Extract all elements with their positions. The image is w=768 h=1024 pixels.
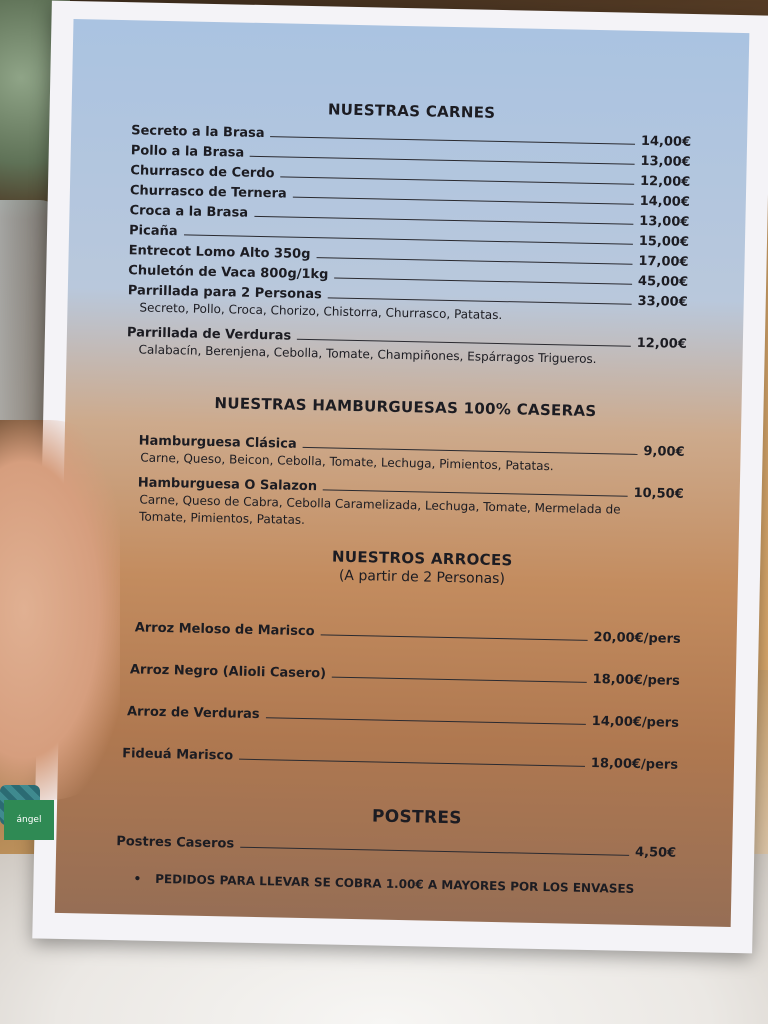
takeaway-note [115,871,675,897]
bullet-icon: • [133,871,142,886]
menu-item: Churrasco de Ternera 14,00€ [129,183,690,210]
section-title-carnes: NUESTRAS CARNES [327,100,496,122]
menu-item: Pollo a la Brasa 13,00€ [130,143,691,170]
menu-item: Arroz Meloso de Marisco 20,00€/pers [134,620,681,647]
section-title-arroces: NUESTROS ARROCES [331,547,513,570]
menu-item: Arroz Negro (Alioli Casero) 18,00€/pers [129,662,680,689]
section-subtitle-arroces: (A partir de 2 Personas) [338,567,506,588]
menu-item: Fideuá Marisco 18,00€/pers [121,746,679,773]
menu-item: Parrillada para 2 Personas 33,00€ [127,283,688,310]
section-title-postres: POSTRES [371,806,462,829]
menu-item: Secreto a la Brasa 14,00€ [131,123,692,150]
menu-item-description: Secreto, Pollo, Croca, Chorizo, Chistorra, Churrasco, Patatas. [139,300,503,323]
menu-content [115,30,693,897]
menu-item: Hamburguesa Clásica 9,00€ [138,433,685,460]
menu-item: Churrasco de Cerdo 12,00€ [130,163,691,190]
background-photo [55,19,750,927]
section-title-hamburguesas: NUESTRAS HAMBURGUESAS 100% CASERAS [214,394,597,421]
menu-item: Chuletón de Vaca 800g/1kg 45,00€ [128,263,689,290]
menu-item: Parrillada de Verduras 12,00€ [126,325,687,352]
menu-item-description: Carne, Queso, Beicon, Cebolla, Tomate, Lechuga, Pimientos, Patatas. [140,450,554,474]
menu-item-description: Carne, Queso de Cabra, Cebolla Caramelizada, Lechuga, Tomate, Mermelada de Tomate, Pimientos, Patatas. [138,492,621,527]
menu-item: Hamburguesa O Salazon 10,50€ [137,475,684,502]
green-tag: ángel [4,800,54,840]
menu-item: Entrecot Lomo Alto 350g 17,00€ [128,243,689,270]
menu-item: Postres Caseros 4,50€ [116,834,677,861]
hand [0,420,120,800]
menu-item-description: Calabacín, Berenjena, Cebolla, Tomate, Champiñones, Espárragos Trigueros. [138,342,597,367]
menu-sheet [32,1,768,954]
menu-item: Arroz de Verduras 14,00€/pers [126,704,680,731]
menu-item: Picaña 15,00€ [128,223,690,250]
menu-item: Croca a la Brasa 13,00€ [129,203,690,230]
takeaway-note-text: PEDIDOS PARA LLEVAR SE COBRA 1.00€ A MAYORES POR LOS ENVASES [155,871,635,896]
